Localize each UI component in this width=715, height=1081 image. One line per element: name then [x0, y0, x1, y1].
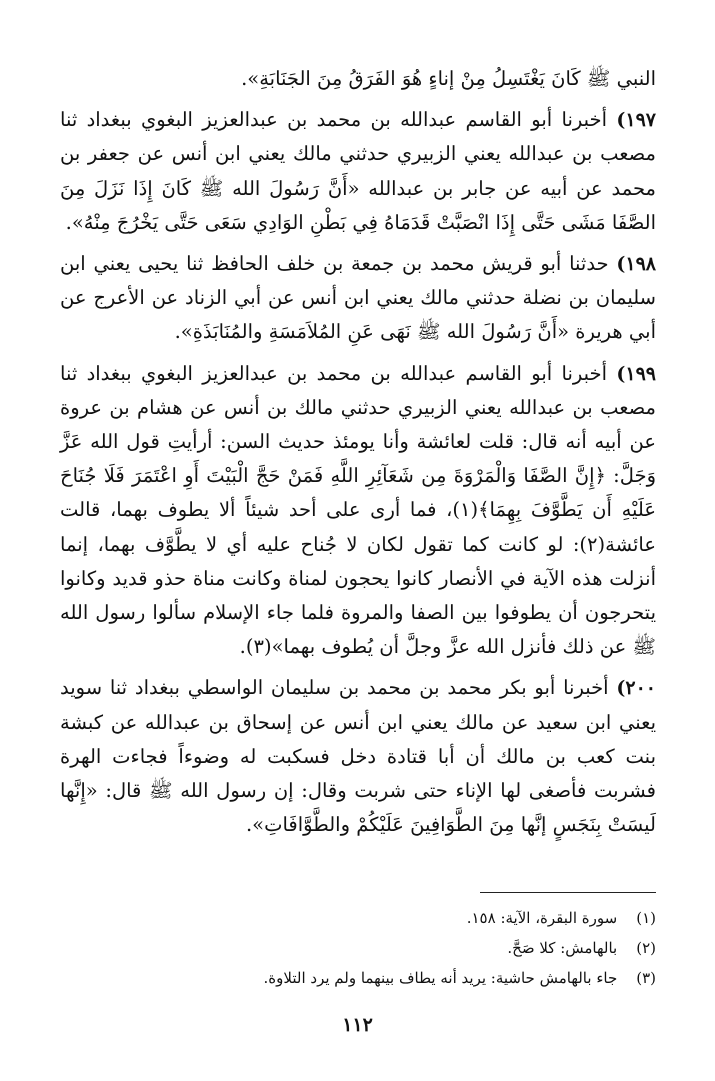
footnote-3	[60, 963, 656, 993]
paragraph-continuation	[60, 62, 656, 96]
page-number: ١١٢	[342, 1014, 373, 1036]
footnote-divider	[480, 892, 656, 893]
footnote-text: سورة البقرة، الآية: ١٥٨.	[466, 909, 618, 927]
footnote-marker: (١)	[636, 909, 656, 927]
hadith-number: ١٩٧)	[616, 109, 656, 132]
paragraph-text: أخبرنا أبو بكر محمد بن محمد بن سليمان الواسطي ببغداد ثنا سويد يعني ابن سعيد عن مالك يعني ابن أنس عن إسحاق بن عبدالله عن كبشة بنت كعب بن مالك أن أبا قتادة دخل فسكبت له وضوءاً فجاءت الهرة فشربت فأصغى لها الإناء حتى شربت وقال: إن رسول الله ﷺ قال: «إِنَّها لَيسَتْ بِنَجَسٍ إنَّها مِنَ الطَّوَافِينَ عَلَيْكُمْ والطَّوَّافَاتِ».	[60, 676, 656, 837]
footnote-1	[60, 903, 656, 933]
footnote-2	[60, 933, 656, 963]
paragraph-text: حدثنا أبو قريش محمد بن جمعة بن خلف الحافظ ثنا يحيى يعني ابن سليمان بن نضلة حدثني مالك يعني ابن أنس عن أبي الزناد عن الأعرج عن أبي هريرة «أَنَّ رَسُولَ الله ﷺ نَهَى عَنِ المُلاَمَسَةِ والمُنَابَذَةِ».	[60, 252, 656, 344]
hadith-number: ١٩٨)	[616, 253, 657, 276]
footnote-marker: (٢)	[636, 939, 656, 957]
footnote-text: جاء بالهامش حاشية: يريد أنه يطاف بينهما ولم يرد التلاوة.	[263, 969, 618, 987]
hadith-199	[60, 357, 656, 665]
footnote-text: بالهامش: كلا صَحَّ.	[507, 939, 618, 957]
footnotes	[60, 892, 656, 993]
hadith-197	[60, 103, 656, 240]
paragraph-text: النبي ﷺ كَانَ يَغْتَسِلُ مِنْ إناءٍ هُوَ الفَرَقُ مِنَ الجَنَابَةِ».	[241, 67, 656, 90]
hadith-number: ٢٠٠)	[616, 677, 656, 700]
hadith-number: ١٩٩)	[616, 362, 656, 385]
footnote-marker: (٣)	[636, 969, 656, 987]
main-text	[60, 62, 656, 849]
paragraph-text: أخبرنا أبو القاسم عبدالله بن محمد بن عبدالعزيز البغوي ببغداد ثنا مصعب بن عبدالله يعني الزبيري حدثني مالك بن أنس عن هشام بن عروة عن أبيه أنه قال: قلت لعائشة وأنا يومئذ حديث السن: أرأيتِ قول الله عَزَّ وَجَلَّ: ﴿إِنَّ الصَّفَا وَالْمَرْوَةَ مِن شَعَآئِرِ اللَّهِ فَمَنْ حَجَّ الْبَيْتَ أَوِ اعْتَمَرَ فَلَا جُنَاحَ عَلَيْهِ أَن يَطَّوَّفَ بِهِمَا﴾(١)، فما أرى على أحد شيئاً ألا يطوف بهما، قالت عائشة(٢): لو كانت كما تقول لكان لا جُناح عليه أي لا يطَّوَّف بهما، إنما أنزلت هذه الآية في الأنصار كانوا يحجون لمناة وكانت مناة حذو قديد وكانوا يتحرجون أن يطوفوا بين الصفا والمروة فلما جاء الإسلام سألوا رسول الله ﷺ عن ذلك فأنزل الله عزَّ وجلَّ أن يُطوف بهما»(٣).	[60, 361, 656, 659]
hadith-200	[60, 671, 656, 842]
paragraph-text: أخبرنا أبو القاسم عبدالله بن محمد بن عبدالعزيز البغوي ببغداد ثنا مصعب بن عبدالله يعني الزبيري حدثني مالك يعني ابن أنس عن جعفر بن محمد عن أبيه عن جابر بن عبدالله «أَنَّ رَسُولَ الله ﷺ كَانَ إِذَا نَزَلَ مِنَ الصَّفَا مَشَى حَتَّى إِذَا انْصَبَّتْ قَدَمَاهُ فِي بَطْنِ الوَادِي سَعَى حَتَّى يَخْرُجَ مِنْهُ».	[60, 108, 656, 234]
hadith-198	[60, 247, 656, 350]
